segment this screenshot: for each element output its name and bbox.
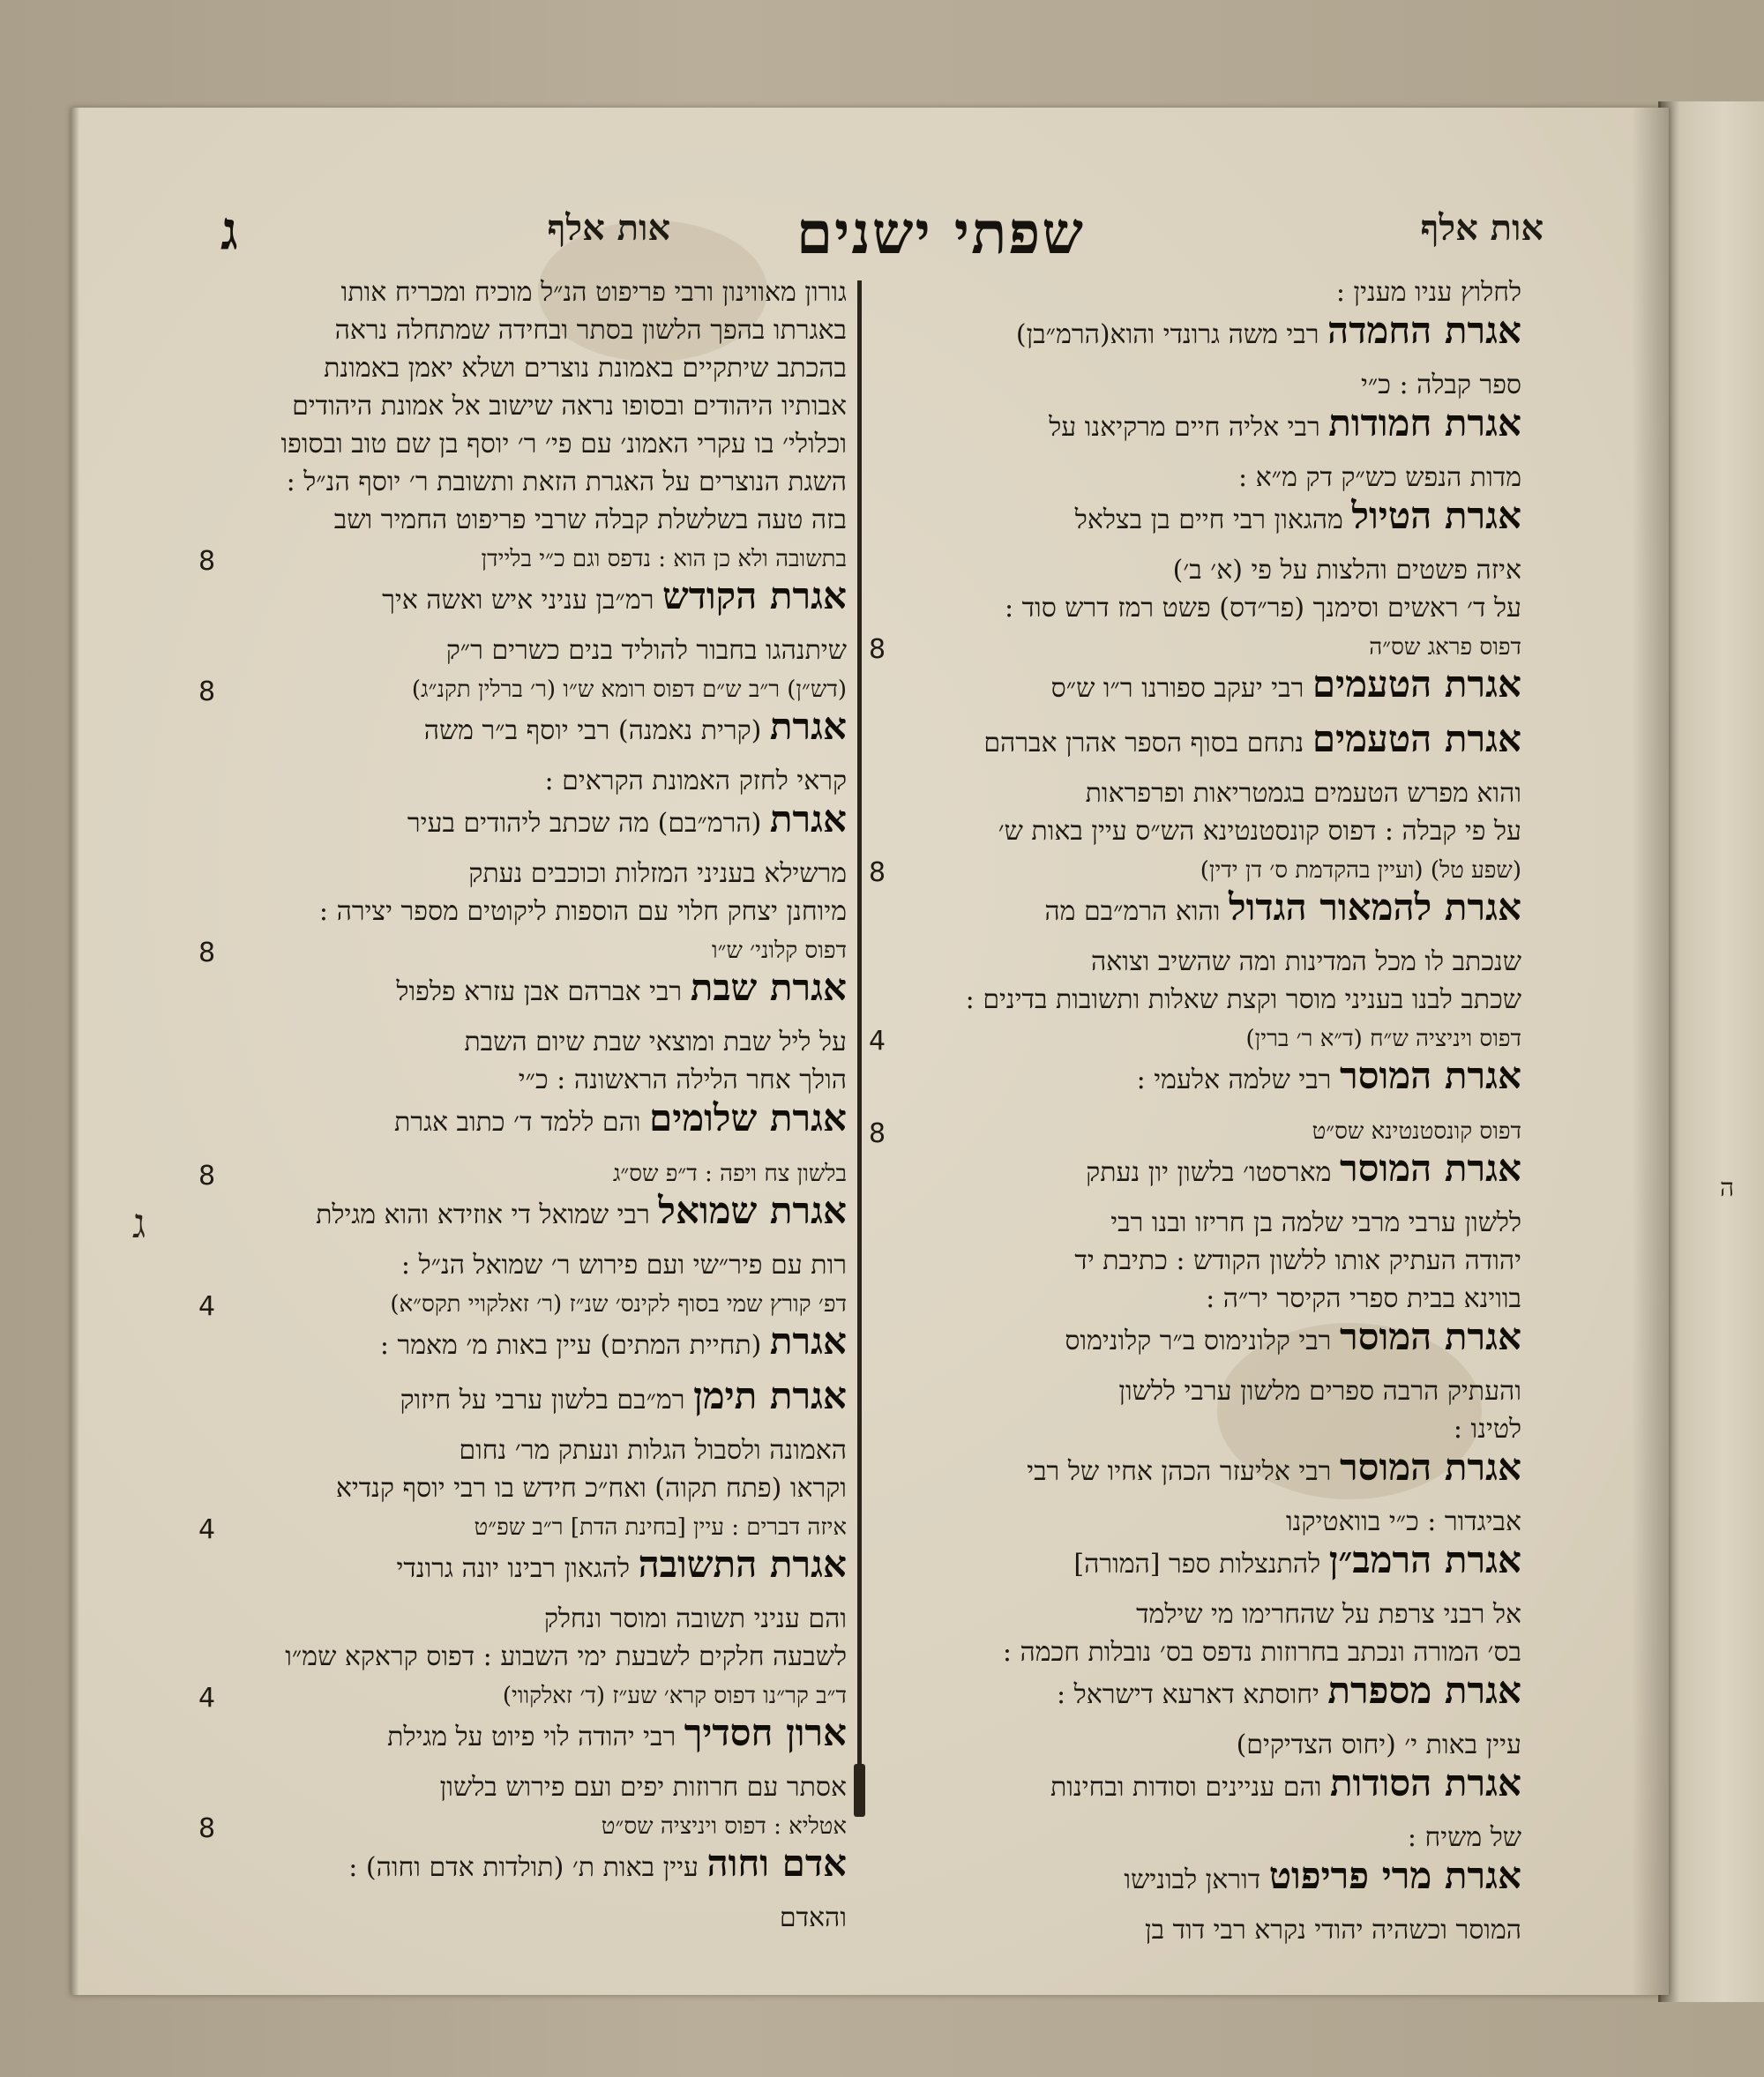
catalog-entry	[198, 707, 847, 762]
margin-mark-right: ה	[1720, 1173, 1735, 1202]
entry-text: רמ״בן עניני איש ואשה איך	[382, 585, 654, 616]
text-line	[198, 1246, 847, 1284]
entry-heading: אדם וחוה	[706, 1844, 847, 1885]
line-text: על ד׳ ראשים וסימנך (פר״דס) פשט רמז דרש סוד :	[1004, 593, 1521, 624]
entry-text: והם ללמד ד׳ כתוב אגרת	[394, 1107, 641, 1138]
entry-heading: אגרת הטיול	[1351, 497, 1521, 537]
entry-heading: ארון חסדיך	[684, 1714, 847, 1754]
text-line	[869, 1503, 1521, 1541]
line-text: קראי לחזק האמונת הקראים :	[544, 766, 847, 796]
line-text: אסתר עם חרוזות יפים ועם פירוש בלשון	[439, 1772, 847, 1803]
entry-heading: אגרת הסודות	[1329, 1764, 1521, 1804]
text-line	[198, 669, 847, 707]
format-size: 8	[198, 546, 216, 577]
catalog-entry	[869, 1764, 1521, 1819]
margin-mark-left: ג	[132, 1199, 146, 1247]
text-line	[869, 1633, 1521, 1671]
line-text: שיתנהגו בחבור להוליד בנים כשרים ר״ק	[445, 635, 847, 666]
text-line	[198, 501, 847, 539]
entry-text: להגאון רבינו יונה גרונדי	[396, 1553, 631, 1584]
entry-heading: אגרת תימן	[693, 1377, 847, 1417]
catalog-entry	[869, 497, 1521, 551]
entry-text: (קרית נאמנה) רבי יוסף ב״ר משה	[423, 715, 762, 746]
entry-text: רבי קלונימוס ב״ר קלונימוס	[1065, 1326, 1332, 1356]
running-head-letter-left: אות אלף	[547, 207, 670, 249]
format-size: 8	[198, 1813, 216, 1844]
format-size: 8	[869, 634, 886, 665]
text-line	[198, 425, 847, 463]
left-column	[198, 273, 847, 1937]
text-line	[198, 1154, 847, 1192]
entry-heading: אגרת חמודות	[1328, 404, 1521, 445]
entry-text: נתחם בסוף הספר אהרן אברהם	[983, 728, 1304, 758]
text-line	[198, 762, 847, 800]
column-divider	[857, 280, 862, 1806]
line-text: ללשון ערבי מרבי שלמה בן חריזו ובנו רבי	[1110, 1207, 1521, 1238]
catalog-entry	[198, 1322, 847, 1377]
entry-heading: אגרת המוסר	[1339, 1318, 1521, 1358]
line-text: מדות הנפש כש״ק דק מ״א :	[1238, 462, 1521, 493]
format-size: 8	[869, 857, 886, 888]
text-line	[869, 943, 1521, 981]
text-line	[198, 463, 847, 501]
entry-heading: אגרת להמאור הגדול	[1229, 888, 1521, 929]
line-text: גורון מאווינון ורבי פריפוט הנ״ל מוכיח ומכריח אותו	[340, 277, 847, 308]
text-line	[869, 1111, 1521, 1149]
text-line	[198, 893, 847, 930]
text-line	[869, 1819, 1521, 1857]
line-text: באגרתו בהפך הלשון בסתר ובחידה שמתחלה נראה	[334, 315, 847, 346]
entry-text: רבי משה גרונדי והוא(הרמ״בן)	[1015, 319, 1319, 350]
entry-text: להתנצלות ספר [המורה]	[1073, 1549, 1321, 1580]
entry-heading: אגרת המוסר	[1339, 1149, 1521, 1190]
line-text: אבותיו היהודים ובסופו נראה שישוב אל אמונת היהודים	[292, 391, 847, 422]
page-edge	[71, 108, 79, 1995]
entry-text: יחוסתא דארעא דישראל :	[1057, 1679, 1319, 1710]
line-text: והאדם	[779, 1902, 847, 1933]
catalog-entry	[198, 1099, 847, 1154]
text-line	[869, 1372, 1521, 1410]
format-size: 4	[198, 1291, 216, 1322]
line-text: האמונה ולסבול הגלות ונעתק מר׳ נחום	[459, 1435, 847, 1466]
line-text: אביגדור : כ״י בוואטיקנו	[1286, 1506, 1521, 1537]
entry-text: והוא הרמ״בם מה	[1044, 896, 1221, 927]
running-head-title: שפתי ישנים	[796, 198, 1085, 267]
printing-info: בלשון צח ויפה : ד״פ שס״ג	[612, 1161, 847, 1187]
text-line	[869, 1595, 1521, 1633]
catalog-entry	[198, 1545, 847, 1600]
catalog-entry	[869, 1318, 1521, 1372]
line-text: הולך אחר הלילה הראשונה : כ״י	[518, 1065, 847, 1095]
text-line	[869, 273, 1521, 311]
text-line	[198, 1023, 847, 1061]
line-text: עיין באות י׳ (יחוס הצדיקים)	[1236, 1730, 1521, 1760]
printing-info: (דש״ן) ר״ב ש״ם דפוס רומא ש״ו (ר׳ ברלין תקנ״ג)	[411, 676, 847, 703]
entry-text: מארסטו׳ בלשון יון נעתק	[1086, 1157, 1332, 1188]
catalog-entry	[198, 800, 847, 855]
line-text: בס׳ המורה ונכתב בחרוזות נדפס בס׳ נובלות חכמה :	[1002, 1637, 1521, 1668]
line-text: אל רבני צרפת על שהחרימו מי שילמד	[1136, 1599, 1521, 1630]
text-line	[198, 930, 847, 968]
catalog-entry	[869, 1057, 1521, 1111]
entry-heading: אגרת המוסר	[1339, 1448, 1521, 1489]
line-text: ספר קבלה : כ״י	[1361, 370, 1521, 400]
line-text: יהודה העתיק אותו ללשון הקודש : כתיבת יד	[1074, 1245, 1521, 1276]
entry-heading: אגרת שמואל	[658, 1192, 847, 1232]
line-text: והוא מפרש הטעמים בגמטריאות ופרפראות	[1085, 778, 1521, 809]
line-text: לטינו :	[1453, 1414, 1521, 1445]
entry-text: והם עניינים וסודות ובחינות	[1050, 1772, 1322, 1803]
text-line	[198, 1676, 847, 1714]
line-text: וכלולי׳ בו עקרי האמונ׳ עם פי׳ ר׳ יוסף בן שם טוב ובסופו	[280, 429, 847, 459]
printing-info: ד״ב קר״נו דפוס קרא׳ שע״ז (ד׳ זאלקווי)	[502, 1683, 847, 1709]
text-line	[869, 774, 1521, 812]
entry-text: רבי שמואל די אוזידא והוא מגילת	[316, 1199, 650, 1230]
format-size: 8	[198, 676, 216, 707]
text-line	[198, 311, 847, 349]
entry-text: (תחיית המתים) עיין באות מ׳ מאמר :	[379, 1330, 762, 1361]
text-line	[869, 627, 1521, 665]
line-text: על פי קבלה : דפוס קונסטנטינא הש״ס עיין באות ש׳	[998, 816, 1521, 847]
entry-text: רבי יעקב ספורנו ר״ו ש״ס	[1050, 673, 1304, 704]
entry-heading: אגרת הקודש	[662, 577, 847, 617]
right-column	[869, 273, 1521, 1949]
printing-info: דפ׳ קורץ שמי בסוף לקינס׳ שנ״ז (ר׳ זאלקויי תקס״א)	[390, 1291, 847, 1318]
printing-info: דפוס קלוני׳ ש״ו	[711, 938, 847, 964]
line-text: וקראו (פתח תקוה) ואח״כ חידש בו רבי יוסף קנדיא	[335, 1473, 847, 1504]
catalog-entry	[869, 720, 1521, 774]
printing-info: אטליא : דפוס ויניציה שס״ט	[601, 1813, 847, 1840]
text-line	[198, 1768, 847, 1806]
entry-heading: אגרת	[769, 800, 847, 841]
entry-text: רבי אליה חיים מרקיאנו על	[1049, 412, 1320, 443]
line-text: בזה טעה בשלשלת קבלה שרבי פריפוט החמיר ושב	[333, 504, 847, 535]
catalog-entry	[869, 1448, 1521, 1503]
printing-info: איזה דברים : עיין [בחינת הדת] ר״ב שפ״ט	[474, 1514, 847, 1541]
entry-heading: אגרת החמדה	[1327, 311, 1521, 352]
text-line	[198, 1507, 847, 1545]
line-text: מיוחנן יצחק חלוי עם הוספות ליקוטים מספר יצירה :	[318, 896, 847, 927]
line-text: המוסר וכשהיה יהודי נקרא רבי דוד בן	[1144, 1915, 1521, 1946]
catalog-entry	[198, 1192, 847, 1246]
catalog-entry	[198, 577, 847, 631]
entry-text: רבי אליעזר הכהן אחיו של רבי	[1027, 1456, 1332, 1487]
entry-heading: אגרת הטעמים	[1312, 720, 1521, 760]
entry-heading: אגרת שלומים	[649, 1099, 847, 1139]
text-line	[869, 1410, 1521, 1448]
text-line	[869, 1280, 1521, 1318]
printing-info: בתשובה ולא כן הוא : נדפס וגם כ״י בליידן	[481, 546, 847, 572]
text-line	[869, 1911, 1521, 1949]
entry-heading: אגרת	[769, 1322, 847, 1363]
entry-text: רמ״בם בלשון ערבי על חיזוק	[400, 1385, 685, 1416]
line-text: לחלוץ עניו מענין :	[1335, 277, 1521, 308]
gutter-shadow	[1632, 108, 1669, 1995]
line-text: רות עם פיר״שי ועם פירוש ר׳ שמואל הנ״ל :	[400, 1250, 847, 1281]
text-line	[869, 366, 1521, 404]
entry-heading: אגרת שבת	[690, 968, 847, 1009]
catalog-entry	[869, 888, 1521, 943]
entry-heading: אגרת	[769, 707, 847, 748]
catalog-entry	[869, 311, 1521, 366]
line-text: והם עניני תשובה ומוסר ונחלק	[543, 1603, 847, 1634]
text-line	[198, 1469, 847, 1507]
format-size: 4	[198, 1683, 216, 1714]
text-line	[869, 812, 1521, 850]
text-line	[198, 1600, 847, 1638]
entry-heading: אגרת מספרת	[1327, 1671, 1521, 1712]
format-size: 8	[198, 1161, 216, 1192]
printing-info: דפוס קונסטנטינא שס״ט	[1312, 1118, 1521, 1145]
line-text: של משיח :	[1407, 1822, 1521, 1853]
entry-text: עיין באות ת׳ (תולדות אדם וחוה) :	[348, 1852, 699, 1883]
format-size: 4	[869, 1026, 886, 1057]
entry-heading: אגרת הטעמים	[1312, 665, 1521, 706]
line-text: איזה פשטים והלצות על פי (א׳ ב׳)	[1172, 555, 1521, 586]
entry-text: רבי אברהם אבן עזרא פלפול	[396, 976, 683, 1007]
line-text: בהכתב שיתקיים באמונת נוצרים ושלא יאמן באמונת	[324, 353, 847, 384]
entry-heading: אגרת מרי פריפוט	[1268, 1857, 1521, 1897]
text-line	[869, 551, 1521, 589]
text-line	[869, 459, 1521, 497]
catalog-entry	[198, 1844, 847, 1899]
entry-text: מהגאון רבי חיים בן בצלאל	[1074, 504, 1343, 535]
format-size: 4	[198, 1514, 216, 1545]
text-line	[869, 1204, 1521, 1242]
catalog-entry	[198, 1714, 847, 1768]
text-line	[198, 855, 847, 893]
entry-heading: אגרת המוסר	[1339, 1057, 1521, 1097]
catalog-entry	[869, 1857, 1521, 1911]
line-text: שנכתב לו מכל המדינות ומה שהשיב וצואה	[1091, 946, 1521, 977]
entry-heading: אגרת התשובה	[638, 1545, 847, 1586]
text-line	[198, 1284, 847, 1322]
catalog-entry	[198, 968, 847, 1023]
text-line	[198, 1061, 847, 1099]
line-text: השגת הנוצרים על האגרת הזאת ותשובת ר׳ יוסף הנ״ל :	[286, 467, 847, 497]
text-line	[198, 349, 847, 387]
text-line	[198, 387, 847, 425]
printing-info: דפוס פראג שס״ה	[1369, 634, 1521, 661]
line-text: לשבעה חלקים לשבעת ימי השבוע : דפוס קראקא שמ״ו	[285, 1641, 847, 1672]
printing-info: דפוס ויניציה ש״ח (ד״א ר׳ ברין)	[1245, 1026, 1521, 1052]
entry-text: רבי שלמה אלעמי :	[1136, 1065, 1332, 1095]
line-text: והעתיק הרבה ספרים מלשון ערבי ללשון	[1118, 1376, 1521, 1407]
format-size: 8	[869, 1118, 886, 1149]
text-line	[198, 539, 847, 577]
catalog-entry	[869, 1671, 1521, 1726]
column-divider-end	[854, 1764, 865, 1817]
catalog-entry	[869, 1541, 1521, 1595]
text-line	[869, 589, 1521, 627]
entry-text: רבי יהודה לוי פיוט על מגילת	[387, 1722, 676, 1752]
running-head-letter-right: אות אלף	[1420, 207, 1544, 249]
line-text: מרשילא בעניני המזלות וכוכבים נעתק	[468, 858, 847, 889]
text-line	[198, 631, 847, 669]
text-line	[869, 1726, 1521, 1764]
text-line	[198, 1638, 847, 1676]
text-line	[869, 1242, 1521, 1280]
printing-info: (שפע טל) (ועיין בהקדמת ס׳ דן ידין)	[1200, 857, 1521, 884]
text-line	[198, 1806, 847, 1844]
entry-text: דוראן לבונישו	[1124, 1864, 1261, 1895]
book-board-right	[1658, 101, 1764, 2002]
format-size: 8	[198, 938, 216, 968]
text-line	[198, 1431, 847, 1469]
catalog-entry	[869, 1149, 1521, 1204]
text-line	[198, 273, 847, 311]
line-text: על ליל שבת ומוצאי שבת שיום השבת	[464, 1027, 847, 1057]
text-line	[869, 1019, 1521, 1057]
text-line	[198, 1899, 847, 1937]
entry-text: (הרמ״בם) מה שכתב ליהודים בעיר	[407, 808, 762, 839]
entry-heading: אגרת הרמב״ן	[1328, 1541, 1521, 1581]
catalog-entry	[869, 404, 1521, 459]
catalog-entry	[869, 665, 1521, 720]
text-line	[869, 981, 1521, 1019]
signature-mark: ג	[220, 200, 238, 262]
line-text: שכתב לבנו בעניני מוסר וקצת שאלות ותשובות בדינים :	[965, 984, 1521, 1015]
running-head	[203, 198, 1544, 269]
catalog-entry	[198, 1377, 847, 1431]
text-line	[869, 850, 1521, 888]
line-text: בווינא בבית ספרי הקיסר יר״ה :	[1206, 1283, 1521, 1314]
